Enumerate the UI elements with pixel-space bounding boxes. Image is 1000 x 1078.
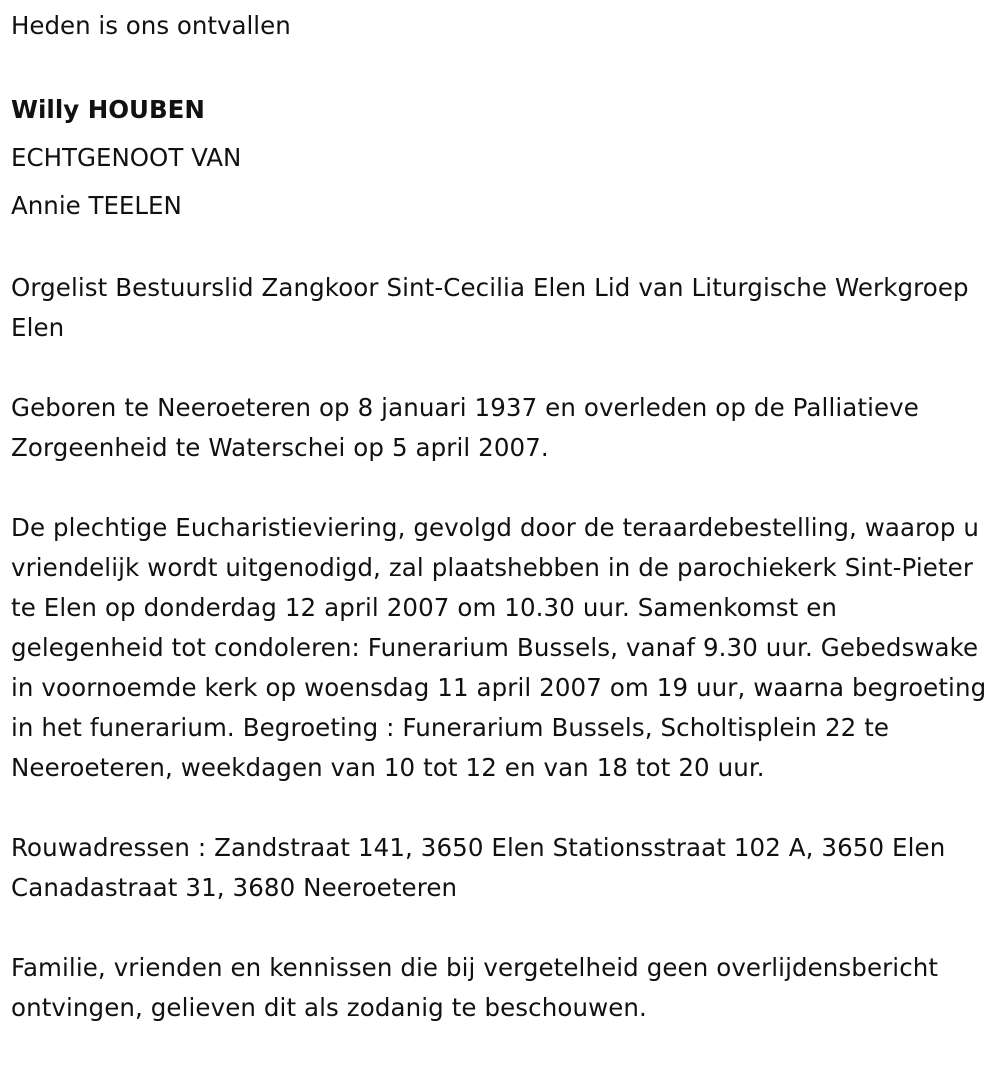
intro-text: Heden is ons ontvallen: [11, 11, 291, 40]
deceased-name: Willy HOUBEN: [11, 95, 205, 124]
death-notice: [11, 6, 993, 1028]
addresses-paragraph: Rouwadressen : Zandstraat 141, 3650 Elen Stationsstraat 102 A, 3650 Elen Canadastraat 31, 3680 Neeroeteren: [11, 833, 946, 902]
spouse-name: Annie TEELEN: [11, 191, 182, 220]
roles-paragraph: Orgelist Bestuurslid Zangkoor Sint-Cecilia Elen Lid van Liturgische Werkgroep Elen: [11, 273, 969, 342]
birth-death-paragraph: Geboren te Neeroeteren op 8 januari 1937 en overleden op de Palliatieve Zorgeenheid te Waterschei op 5 april 2007.: [11, 393, 919, 462]
relation-text: ECHTGENOOT VAN: [11, 143, 242, 172]
closing-paragraph: Familie, vrienden en kennissen die bij vergetelheid geen overlijdensbericht ontvingen, gelieven dit als zodanig te beschouwen.: [11, 953, 939, 1022]
ceremony-paragraph: De plechtige Eucharistieviering, gevolgd door de teraardebestelling, waarop u vriendelijk wordt uitgenodigd, zal plaatshebben in de parochiekerk Sint-Pieter te Elen op donderdag 12 april 2007 om 10.30 uur. Samenkomst en gelegenheid tot condoleren: Funerarium Bussels, vanaf 9.30 uur. Gebedswake in voornoemde kerk op woensdag 11 april 2007 om 19 uur, waarna begroeting in het funerarium. Begroeting : Funerarium Bussels, Scholtisplein 22 te Neeroeteren, weekdagen van 10 tot 12 en van 18 tot 20 uur.: [11, 513, 987, 782]
